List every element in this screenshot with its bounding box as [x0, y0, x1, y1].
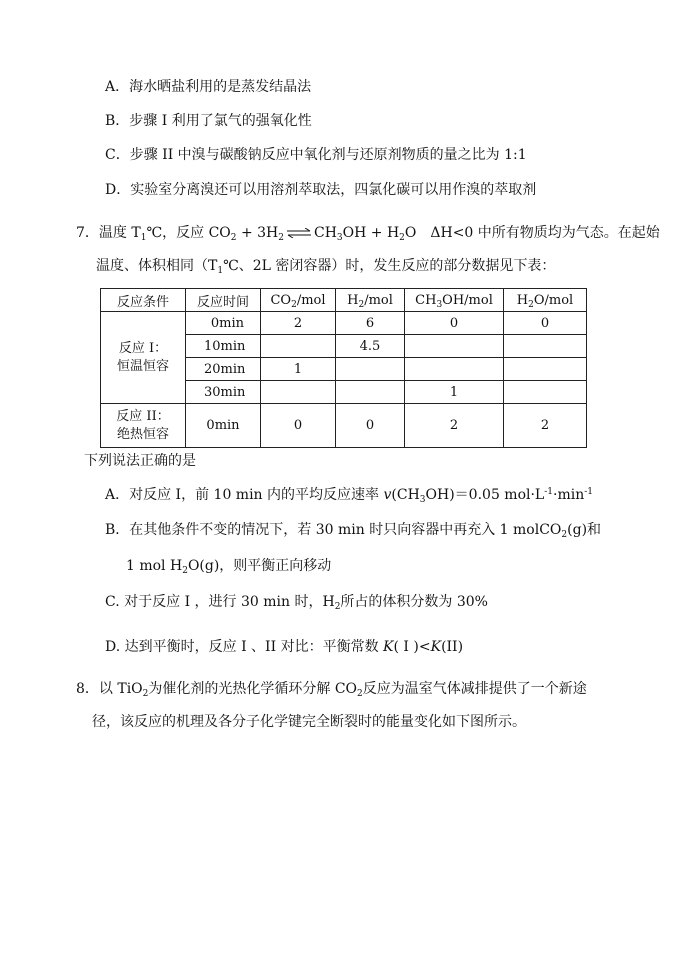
text: OH)＝0.05 mol·L — [425, 487, 545, 503]
header-ch3oh — [405, 289, 504, 312]
text: ℃，反应 CO — [146, 225, 231, 241]
subscript: 2 — [334, 602, 341, 612]
text: C. 对于反应 I ，进行 30 min 时，H — [105, 594, 335, 610]
text: OH + H — [342, 225, 400, 241]
cell-ch3oh — [405, 335, 504, 358]
q6-option-b: B．步骤 I 利用了氯气的强氧化性 — [105, 113, 312, 129]
header-h2o — [504, 289, 587, 312]
cell-time: 0min — [186, 312, 261, 335]
subscript: 3 — [336, 233, 343, 243]
subscript: 3 — [419, 495, 426, 505]
subscript: 2 — [291, 299, 297, 310]
cell-h2o: 2 — [504, 404, 587, 448]
text: 为催化剂的光热化学循环分解 CO — [148, 681, 358, 697]
q7-option-d — [105, 637, 463, 657]
q7-option-b-line-2 — [126, 556, 331, 576]
q7-number: 7． — [76, 225, 99, 241]
superscript: -1 — [544, 487, 554, 497]
reaction-data-table — [100, 288, 587, 448]
q8-stem-line-1 — [76, 679, 587, 699]
text: ( I )< — [393, 639, 431, 655]
text: O(g)，则平衡正向移动 — [187, 558, 332, 574]
cell-time: 10min — [186, 335, 261, 358]
header-h2 — [336, 289, 405, 312]
text: B．在其他条件不变的情况下，若 30 min 时只向容器中再充入 1 molCO — [105, 522, 562, 538]
cell-h2o — [504, 381, 587, 404]
text: 温度 T — [98, 225, 141, 241]
text: /mol — [364, 292, 393, 308]
text: 8．以 TiO — [76, 681, 143, 697]
text: 反应 I： — [118, 340, 168, 356]
subscript: 2 — [357, 689, 363, 699]
q7-prompt: 下列说法正确的是 — [84, 453, 196, 469]
cell-time: 20min — [186, 358, 261, 381]
text: 恒温恒容 — [116, 358, 169, 374]
cell-co2 — [261, 381, 336, 404]
text: H — [347, 292, 359, 308]
text: A．对反应 I，前 10 min 内的平均反应速率 — [105, 487, 384, 503]
table-row — [101, 404, 587, 448]
reaction-1-label — [101, 312, 186, 404]
text: (II) — [441, 639, 464, 655]
text: v — [383, 487, 392, 503]
text: 绝热恒容 — [116, 426, 169, 442]
text: 温度、体积相同（T — [96, 258, 218, 274]
subscript: 3 — [436, 299, 443, 310]
subscript: 2 — [278, 233, 284, 243]
q8-stem-line-2: 径，该反应的机理及各分子化学键完全断裂时的能量变化如下图所示。 — [92, 714, 526, 730]
q7-option-a — [105, 485, 593, 505]
cell-time: 0min — [186, 404, 261, 448]
text: 反应为温室气体减排提供了一个新途 — [362, 681, 587, 697]
text: (CH — [391, 487, 420, 503]
subscript: 2 — [142, 689, 149, 699]
subscript: 2 — [230, 233, 237, 243]
superscript: -1 — [584, 487, 594, 497]
text: D. 达到平衡时，反应 I 、II 对比：平衡常数 — [105, 639, 384, 655]
text: ℃、2L 密闭容器）时，发生反应的部分数据见下表： — [223, 258, 556, 274]
text: CH — [313, 225, 337, 241]
subscript: 2 — [358, 299, 365, 310]
text: K — [383, 639, 394, 655]
cell-co2: 1 — [261, 358, 336, 381]
cell-h2 — [336, 358, 405, 381]
cell-co2 — [261, 335, 336, 358]
cell-ch3oh — [405, 358, 504, 381]
equilibrium-arrow-icon — [286, 228, 312, 238]
subscript: 2 — [182, 566, 188, 576]
cell-h2: 4.5 — [336, 335, 405, 358]
text: 反应 II： — [116, 408, 170, 424]
header-condition: 反应条件 — [101, 289, 186, 312]
cell-h2 — [336, 381, 405, 404]
text: + 3H — [236, 225, 279, 241]
subscript: 1 — [217, 266, 224, 276]
subscript: 2 — [561, 530, 568, 540]
text: K — [430, 639, 442, 655]
table-row — [101, 312, 587, 335]
q7-option-b-line-1 — [105, 520, 601, 540]
q6-option-d: D．实验室分离溴还可以用溶剂萃取法，四氯化碳可以用作溴的萃取剂 — [105, 182, 537, 198]
text: OH/mol — [442, 292, 493, 308]
text: O/mol — [533, 292, 574, 308]
q6-option-c: C．步骤 II 中溴与碳酸钠反应中氧化剂与还原剂物质的量之比为 1:1 — [105, 147, 527, 163]
cell-h2: 6 — [336, 312, 405, 335]
q7-option-c — [105, 592, 488, 612]
reaction-2-label — [101, 404, 186, 448]
text: O ΔH<0 中所有物质均为气态。在起始 — [404, 225, 660, 241]
subscript: 2 — [528, 299, 534, 310]
cell-ch3oh: 0 — [405, 312, 504, 335]
subscript: 1 — [140, 233, 147, 243]
cell-h2o — [504, 358, 587, 381]
q7-stem-line-1 — [76, 223, 660, 243]
text: 1 mol H — [126, 558, 183, 574]
header-time: 反应时间 — [186, 289, 261, 312]
cell-ch3oh: 2 — [405, 404, 504, 448]
text: ·min — [553, 487, 585, 503]
cell-h2: 0 — [336, 404, 405, 448]
q7-stem-line-2 — [96, 256, 555, 276]
text: CO — [270, 292, 292, 308]
cell-co2: 0 — [261, 404, 336, 448]
cell-co2: 2 — [261, 312, 336, 335]
cell-h2o — [504, 335, 587, 358]
text: 所占的体积分数为 30% — [340, 594, 488, 610]
header-co2 — [261, 289, 336, 312]
subscript: 2 — [399, 233, 405, 243]
cell-h2o: 0 — [504, 312, 587, 335]
cell-time: 30min — [186, 381, 261, 404]
q6-option-a: A．海水晒盐利用的是蒸发结晶法 — [105, 79, 312, 95]
text: (g)和 — [567, 522, 602, 538]
text: H — [516, 292, 529, 308]
text: CH — [415, 292, 437, 308]
text: /mol — [296, 292, 326, 308]
table-header-row — [101, 289, 587, 312]
cell-ch3oh: 1 — [405, 381, 504, 404]
